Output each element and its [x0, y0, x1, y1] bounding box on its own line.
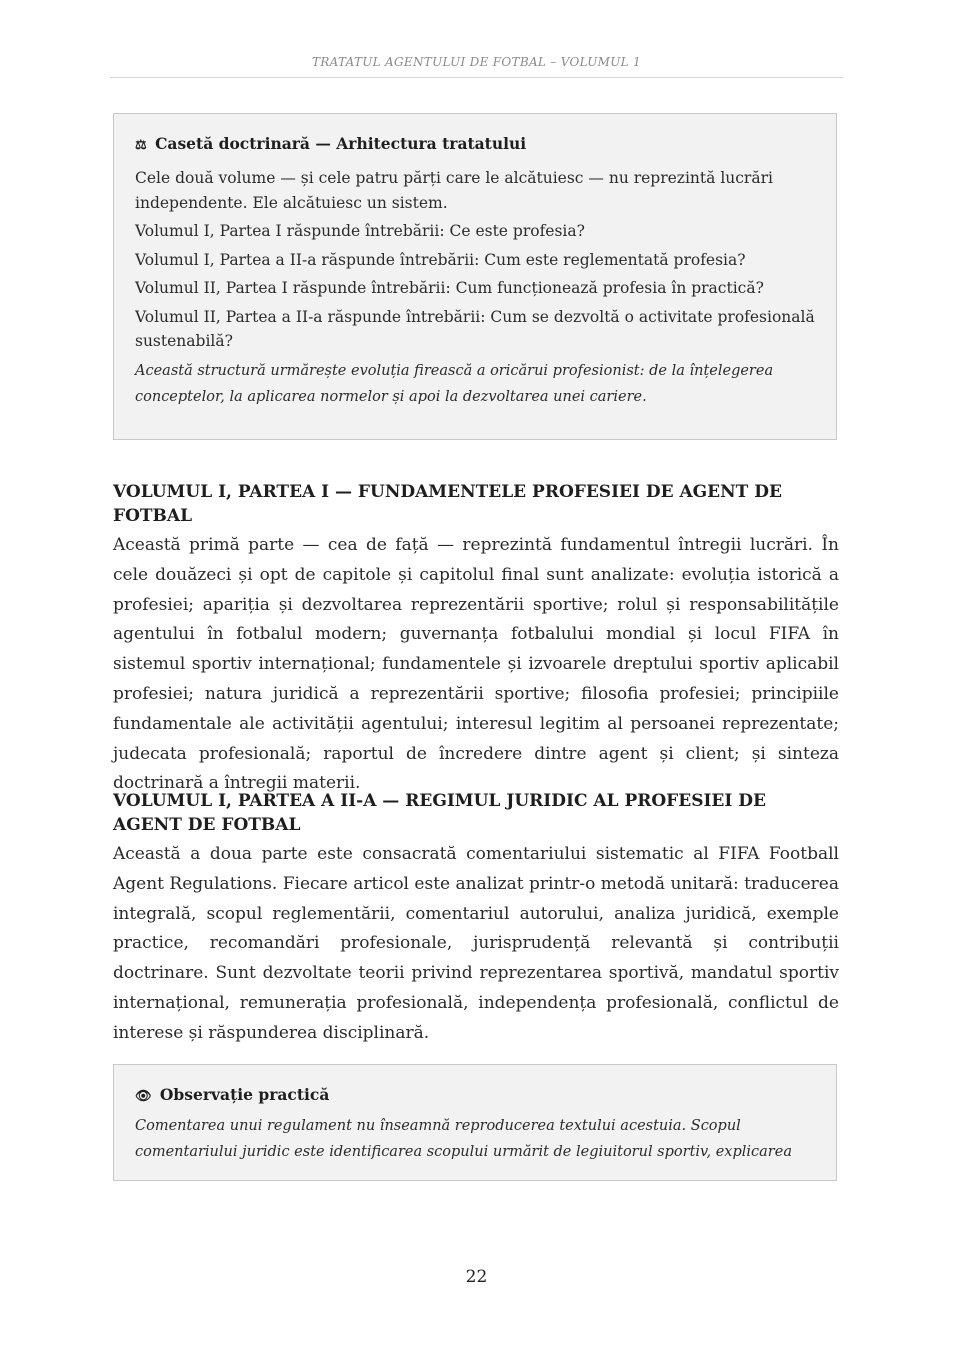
- doctrine-note: Această structură urmărește evoluția firească a oricărui profesionist: de la înțelegerea conceptelor, la aplicarea normelor și apoi la dezvoltarea unei cariere.: [135, 362, 774, 405]
- eye-icon: 👁: [135, 1089, 152, 1104]
- section-heading: VOLUMUL I, PARTEA A II-A — REGIMUL JURIDIC AL PROFESIEI DE AGENT DE FOTBAL: [113, 791, 766, 835]
- observation-box-title-text: Observație practică: [159, 1085, 330, 1104]
- page-number: 22: [465, 1267, 488, 1287]
- section-body: Această a doua parte este consacrată comentariului sistematic al FIFA Football Agent Regulations. Fiecare articol este analizat printr-o metodă unitară: traducerea integrală, scopul reglementării, comentariul autorului, analiza juridică, exemple practice, recomandări profesionale, jurisprudență relevantă și contribuții doctrinare. Sunt dezvoltate teorii privind reprezentarea sportivă, mandatul sportiv internațional, remunerația profesională, independența profesională, conflictul de interese și răspunderea disciplinară.: [113, 844, 839, 1043]
- doctrine-line: Volumul II, Partea I răspunde întrebării: Cum funcționează profesia în practică?: [135, 279, 764, 297]
- running-header: TRATATUL AGENTULUI DE FOTBAL – VOLUMUL 1: [110, 55, 843, 78]
- doctrine-box-title: [135, 132, 816, 158]
- doctrine-line: Volumul I, Partea a II-a răspunde întrebării: Cum este reglementată profesia?: [135, 250, 746, 269]
- doctrine-intro: Cele două volume — și cele patru părți care le alcătuiesc — nu reprezintă lucrări independente. Ele alcătuiesc un sistem.: [135, 169, 773, 212]
- doctrine-box-title-text: Casetă doctrinară — Arhitectura tratatului: [155, 134, 527, 153]
- scales-icon: ⚖: [135, 138, 147, 153]
- observation-box: [113, 1064, 837, 1181]
- doctrine-line: Volumul I, Partea I răspunde întrebării: Ce este profesia?: [135, 222, 585, 240]
- observation-text: Comentarea unui regulament nu înseamnă reproducerea textului acestuia. Scopul comentariului juridic este identificarea scopului urmărit de legiuitorul sportiv, explicarea: [135, 1118, 792, 1160]
- observation-box-title: [135, 1083, 816, 1109]
- section-body: Această primă parte — cea de față — reprezintă fundamentul întregii lucrări. În cele douăzeci și opt de capitole și capitolul final sunt analizate: evoluția istorică a profesiei; apariția și dezvoltarea reprezentării sportive; rolul și responsabilitățile agentului în fotbalul modern; guvernanța fotbalului mondial și locul FIFA în sistemul sportiv internațional; fundamentele și izvoarele dreptului sportiv aplicabil profesiei; natura juridică a reprezentării sportive; filosofia profesiei; principiile fundamentale ale activității agentului; interesul legitim al persoanei reprezentate; judecata profesională; raportul de încredere dintre agent și client; și sinteza doctrinară a întregii materii.: [113, 535, 839, 794]
- section-heading: VOLUMUL I, PARTEA I — FUNDAMENTELE PROFESIEI DE AGENT DE FOTBAL: [113, 482, 782, 526]
- doctrine-line: Volumul II, Partea a II-a răspunde întrebării: Cum se dezvoltă o activitate profesională sustenabilă?: [135, 307, 815, 350]
- doctrine-box: [113, 113, 837, 440]
